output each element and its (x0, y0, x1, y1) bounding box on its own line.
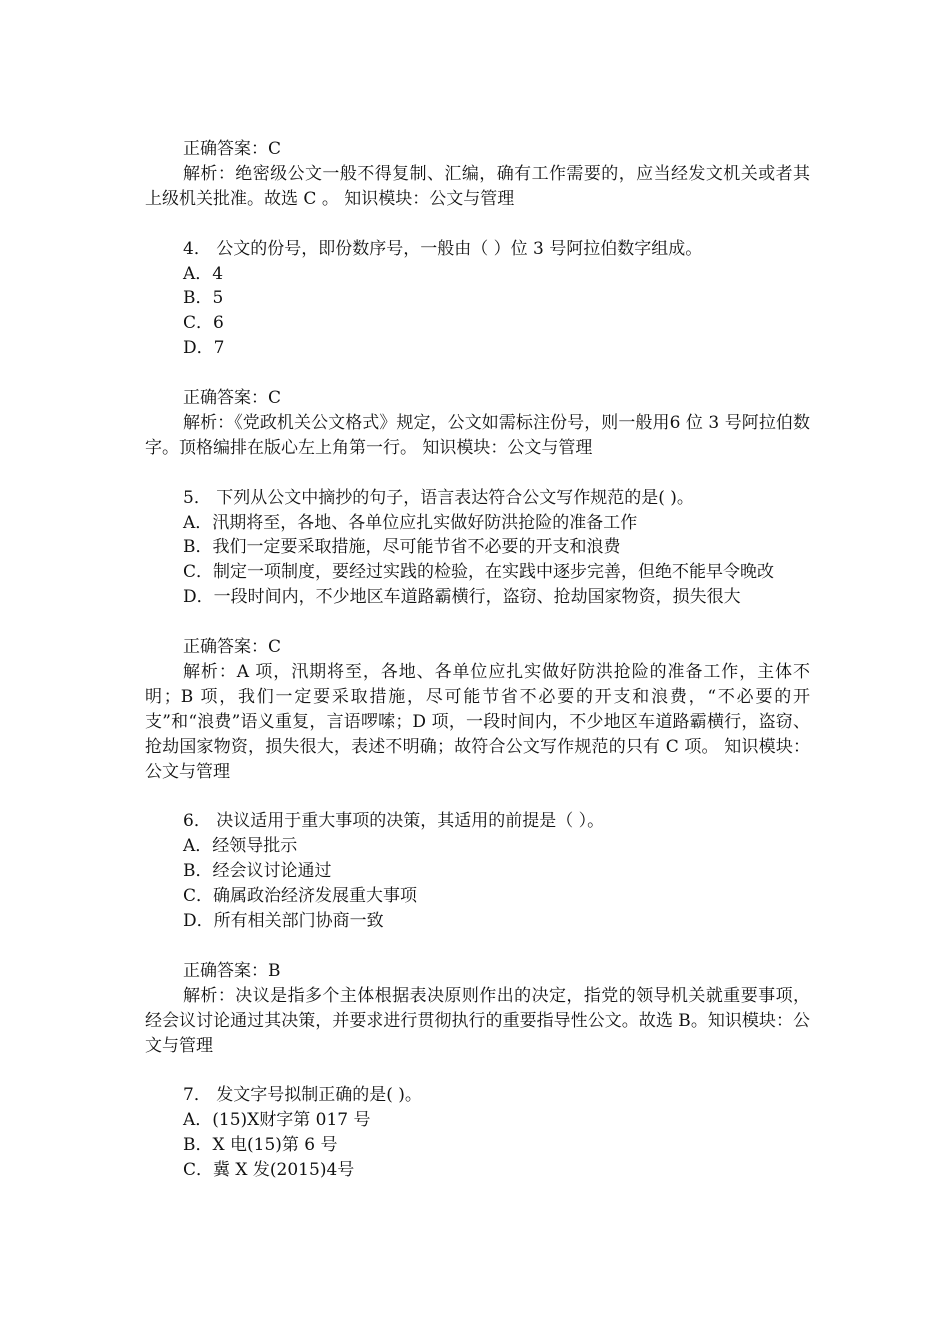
question-6-analysis: 解析：决议是指多个主体根据表决原则作出的决定，指党的领导机关就重要事项，经会议讨论通过其决策，并要求进行贯彻执行的重要指导性公文。故选 B。知识模块：公文与管理 (145, 985, 810, 1056)
question-7-option-c: C．冀 X 发(2015)4号 (183, 1160, 355, 1181)
question-7-stem: 7． 发文字号拟制正确的是( )。 (183, 1085, 422, 1106)
question-4-answer: 正确答案：C (183, 388, 282, 409)
question-6-option-d: D．所有相关部门协商一致 (183, 911, 384, 932)
question-6-answer: 正确答案：B (183, 960, 281, 981)
question-4-stem: 4． 公文的份号，即份数序号，一般由（ ）位 3 号阿拉伯数字组成。 (183, 238, 703, 259)
question-6-option-c: C．确属政治经济发展重大事项 (183, 886, 418, 907)
question-6-option-a: A．经领导批示 (183, 836, 298, 857)
question-6-option-b: B．经会议讨论通过 (183, 861, 332, 882)
question-4-option-d: D．7 (183, 338, 225, 359)
question-7-option-b: B．X 电(15)第 6 号 (183, 1135, 338, 1156)
question-5-analysis: 解析：A 项，汛期将至，各地、各单位应扎实做好防洪抢险的准备工作，主体不明；B 项，我们一定要采取措施，尽可能节省不必要的开支和浪费，“不必要的开支”和“浪费”语义重复，言语啰嗦；D 项，一段时间内，不少地区车道路霸横行，盗窃、抢劫国家物资，损失很大，表述不明确；故符合公文写作规范的只有 C 项。 知识模块：公文与管理 (145, 661, 810, 782)
question-5-option-d: D．一段时间内，不少地区车道路霸横行，盗窃、抢劫国家物资，损失很大 (183, 587, 741, 608)
question-4-option-c: C．6 (183, 313, 224, 334)
answer-line: 正确答案：C (183, 139, 282, 159)
question-4-analysis: 解析：《党政机关公文格式》规定，公文如需标注份号，则一般用6 位 3 号阿拉伯数字。顶格编排在版心左上角第一行。 知识模块：公文与管理 (145, 412, 810, 458)
question-4-option-b: B．5 (183, 288, 224, 309)
analysis-paragraph: 解析：绝密级公文一般不得复制、汇编，确有工作需要的，应当经发文机关或者其上级机关批准。故选 C 。 知识模块：公文与管理 (145, 163, 810, 209)
question-4-option-a: A．4 (183, 263, 224, 284)
document-body (145, 137, 810, 1183)
question-5-answer: 正确答案：C (183, 637, 282, 658)
question-7-option-a: A．(15)X财字第 017 号 (183, 1110, 371, 1131)
question-5-stem: 5． 下列从公文中摘抄的句子，语言表达符合公文写作规范的是( )。 (183, 487, 694, 508)
question-5-option-a: A．汛期将至，各地、各单位应扎实做好防洪抢险的准备工作 (183, 512, 638, 533)
question-5-option-c: C．制定一项制度，要经过实践的检验，在实践中逐步完善，但绝不能早令晚改 (183, 562, 775, 583)
question-6-stem: 6． 决议适用于重大事项的决策，其适用的前提是（ ）。 (183, 811, 605, 832)
question-5-option-b: B．我们一定要采取措施，尽可能节省不必要的开支和浪费 (183, 537, 621, 558)
